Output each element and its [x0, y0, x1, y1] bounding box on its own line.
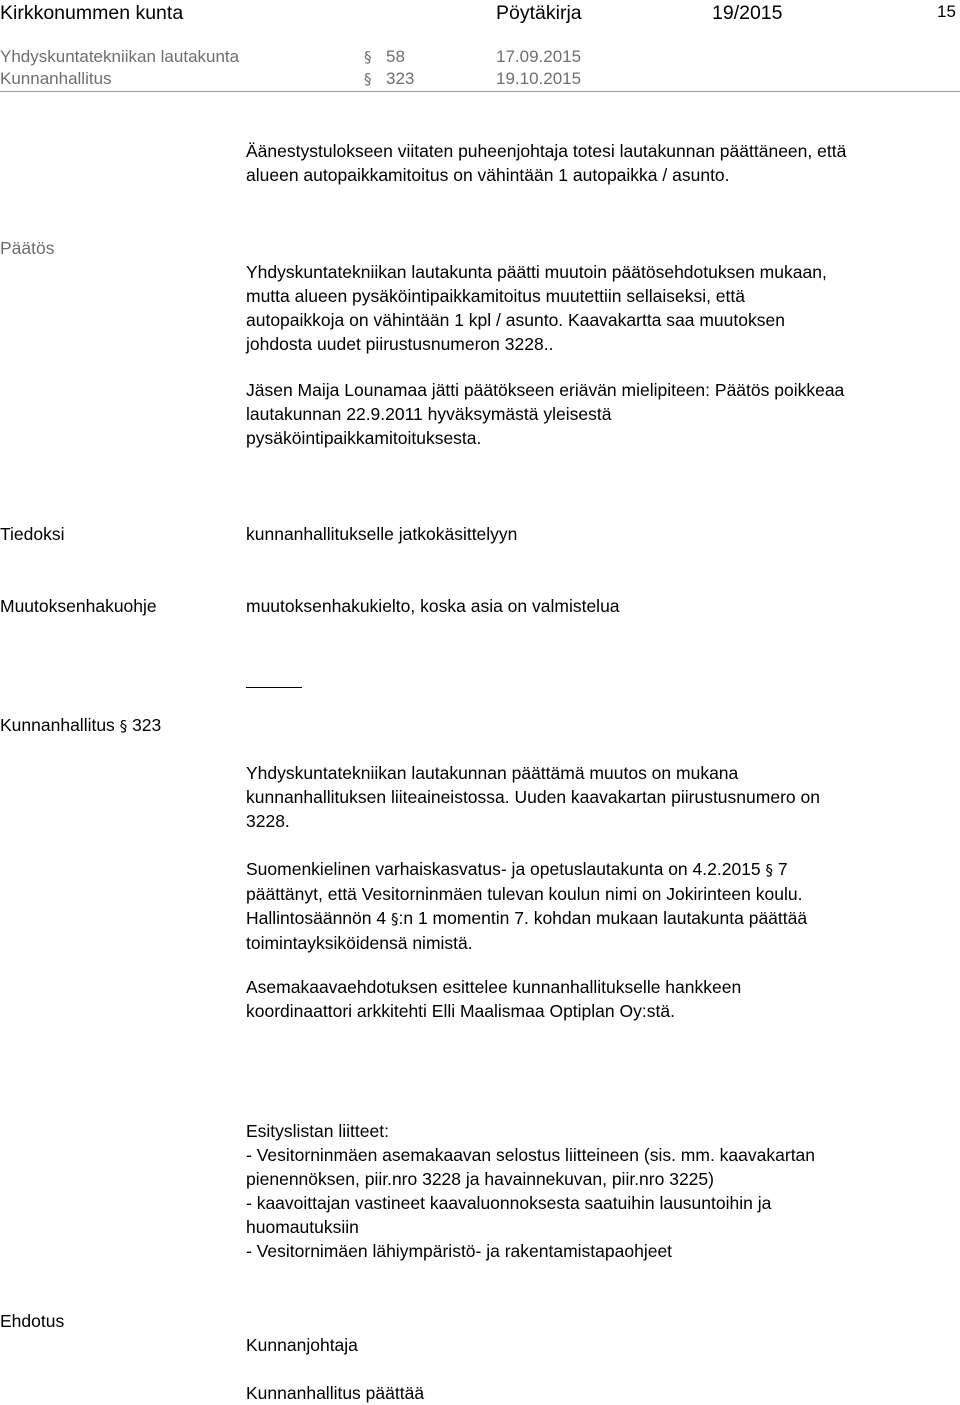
decision-label: Päätös	[0, 238, 55, 258]
attachments-title: Esityslistan liitteet:	[246, 1121, 389, 1141]
section-sign-icon: §	[364, 70, 372, 88]
document-number: 19/2015	[712, 2, 783, 24]
appeal-label: Muutoksenhakuohje	[0, 596, 157, 616]
header-date-1: 17.09.2015	[496, 47, 582, 66]
board-paragraph-1: Yhdyskuntatekniikan lautakunnan päättämä muutos on mukana kunnanhallituksen liiteaineistossa. Uuden kaavakartan piirustusnumero on 3228.	[246, 763, 820, 831]
separator-line	[246, 687, 302, 688]
proposal-label: Ehdotus	[0, 1311, 65, 1331]
header-section-1: 58	[386, 47, 405, 66]
intro-paragraph: Äänestystulokseen viitaten puheenjohtaja totesi lautakunnan päättäneen, että alueen autopaikkamitoitus on vähintään 1 autopaikka / asunto.	[246, 141, 847, 185]
dissent-paragraph: Jäsen Maija Lounamaa jätti päätökseen eriävän mielipiteen: Päätös poikkeaa lautakunnan 22.9.2011 hyväksymästä yleisestä pysäköintipaikkamitoituksesta.	[246, 380, 845, 448]
for-info-label: Tiedoksi	[0, 524, 65, 544]
header-divider	[0, 91, 960, 92]
attachments-list: Esityslistan liitteet: - Vesitorninmäen asemakaavan selostus liitteineen (sis. mm. kaavakartan pienennöksen, piir.nro 3228 ja havainnekuvan, piir.nro 3225) - kaavoittajan vastineet kaavaluonnoksesta saatuihin lausuntoihin ja huomautuksiin - Vesitornimäen lähiympäristö- ja rakentamistapaohjeet	[246, 1121, 816, 1261]
document-type: Pöytäkirja	[496, 2, 582, 24]
header-section-2: 323	[386, 69, 415, 88]
section-sign-icon: §	[765, 861, 774, 879]
decision-paragraph: Yhdyskuntatekniikan lautakunta päätti muutoin päätösehdotuksen mukaan, mutta alueen pysäköintipaikkamitoitus muutettiin sellaiseksi, että autopaikkoja on vähintään 1 kpl / asunto. Kaavakartta saa muutoksen johdosta uudet piirustusnumeron 3228..	[246, 262, 827, 354]
municipality-name: Kirkkonummen kunta	[0, 2, 184, 24]
header-body-1: Yhdyskuntatekniikan lautakunta	[0, 47, 240, 66]
section-sign-icon: §	[390, 910, 399, 928]
section-sign-icon: §	[119, 717, 128, 735]
board-paragraph-2: Suomenkielinen varhaiskasvatus- ja opetuslautakunta on 4.2.2015 § 7 päättänyt, että Vesitorninmäen tulevan koulun nimi on Jokirinteen koulu. Hallintosäännön 4 §:n 1 momentin 7. kohdan mukaan lautakunta päättää toimintayksiköidensä nimistä.	[246, 859, 808, 953]
proposal-decides: Kunnanhallitus päättää	[246, 1383, 425, 1403]
appeal-text: muutoksenhakukielto, koska asia on valmistelua	[246, 596, 620, 616]
section-sign-icon: §	[364, 48, 372, 66]
board-section-heading: Kunnanhallitus § 323	[0, 715, 162, 735]
board-paragraph-3: Asemakaavaehdotuksen esittelee kunnanhallitukselle hankkeen koordinaattori arkkitehti Elli Maalismaa Optiplan Oy:stä.	[246, 977, 742, 1021]
page-number: 15	[937, 2, 956, 21]
header-body-2: Kunnanhallitus	[0, 69, 112, 88]
for-info-text: kunnanhallitukselle jatkokäsittelyyn	[246, 524, 518, 544]
proposal-presenter: Kunnanjohtaja	[246, 1335, 358, 1355]
header-date-2: 19.10.2015	[496, 69, 582, 88]
